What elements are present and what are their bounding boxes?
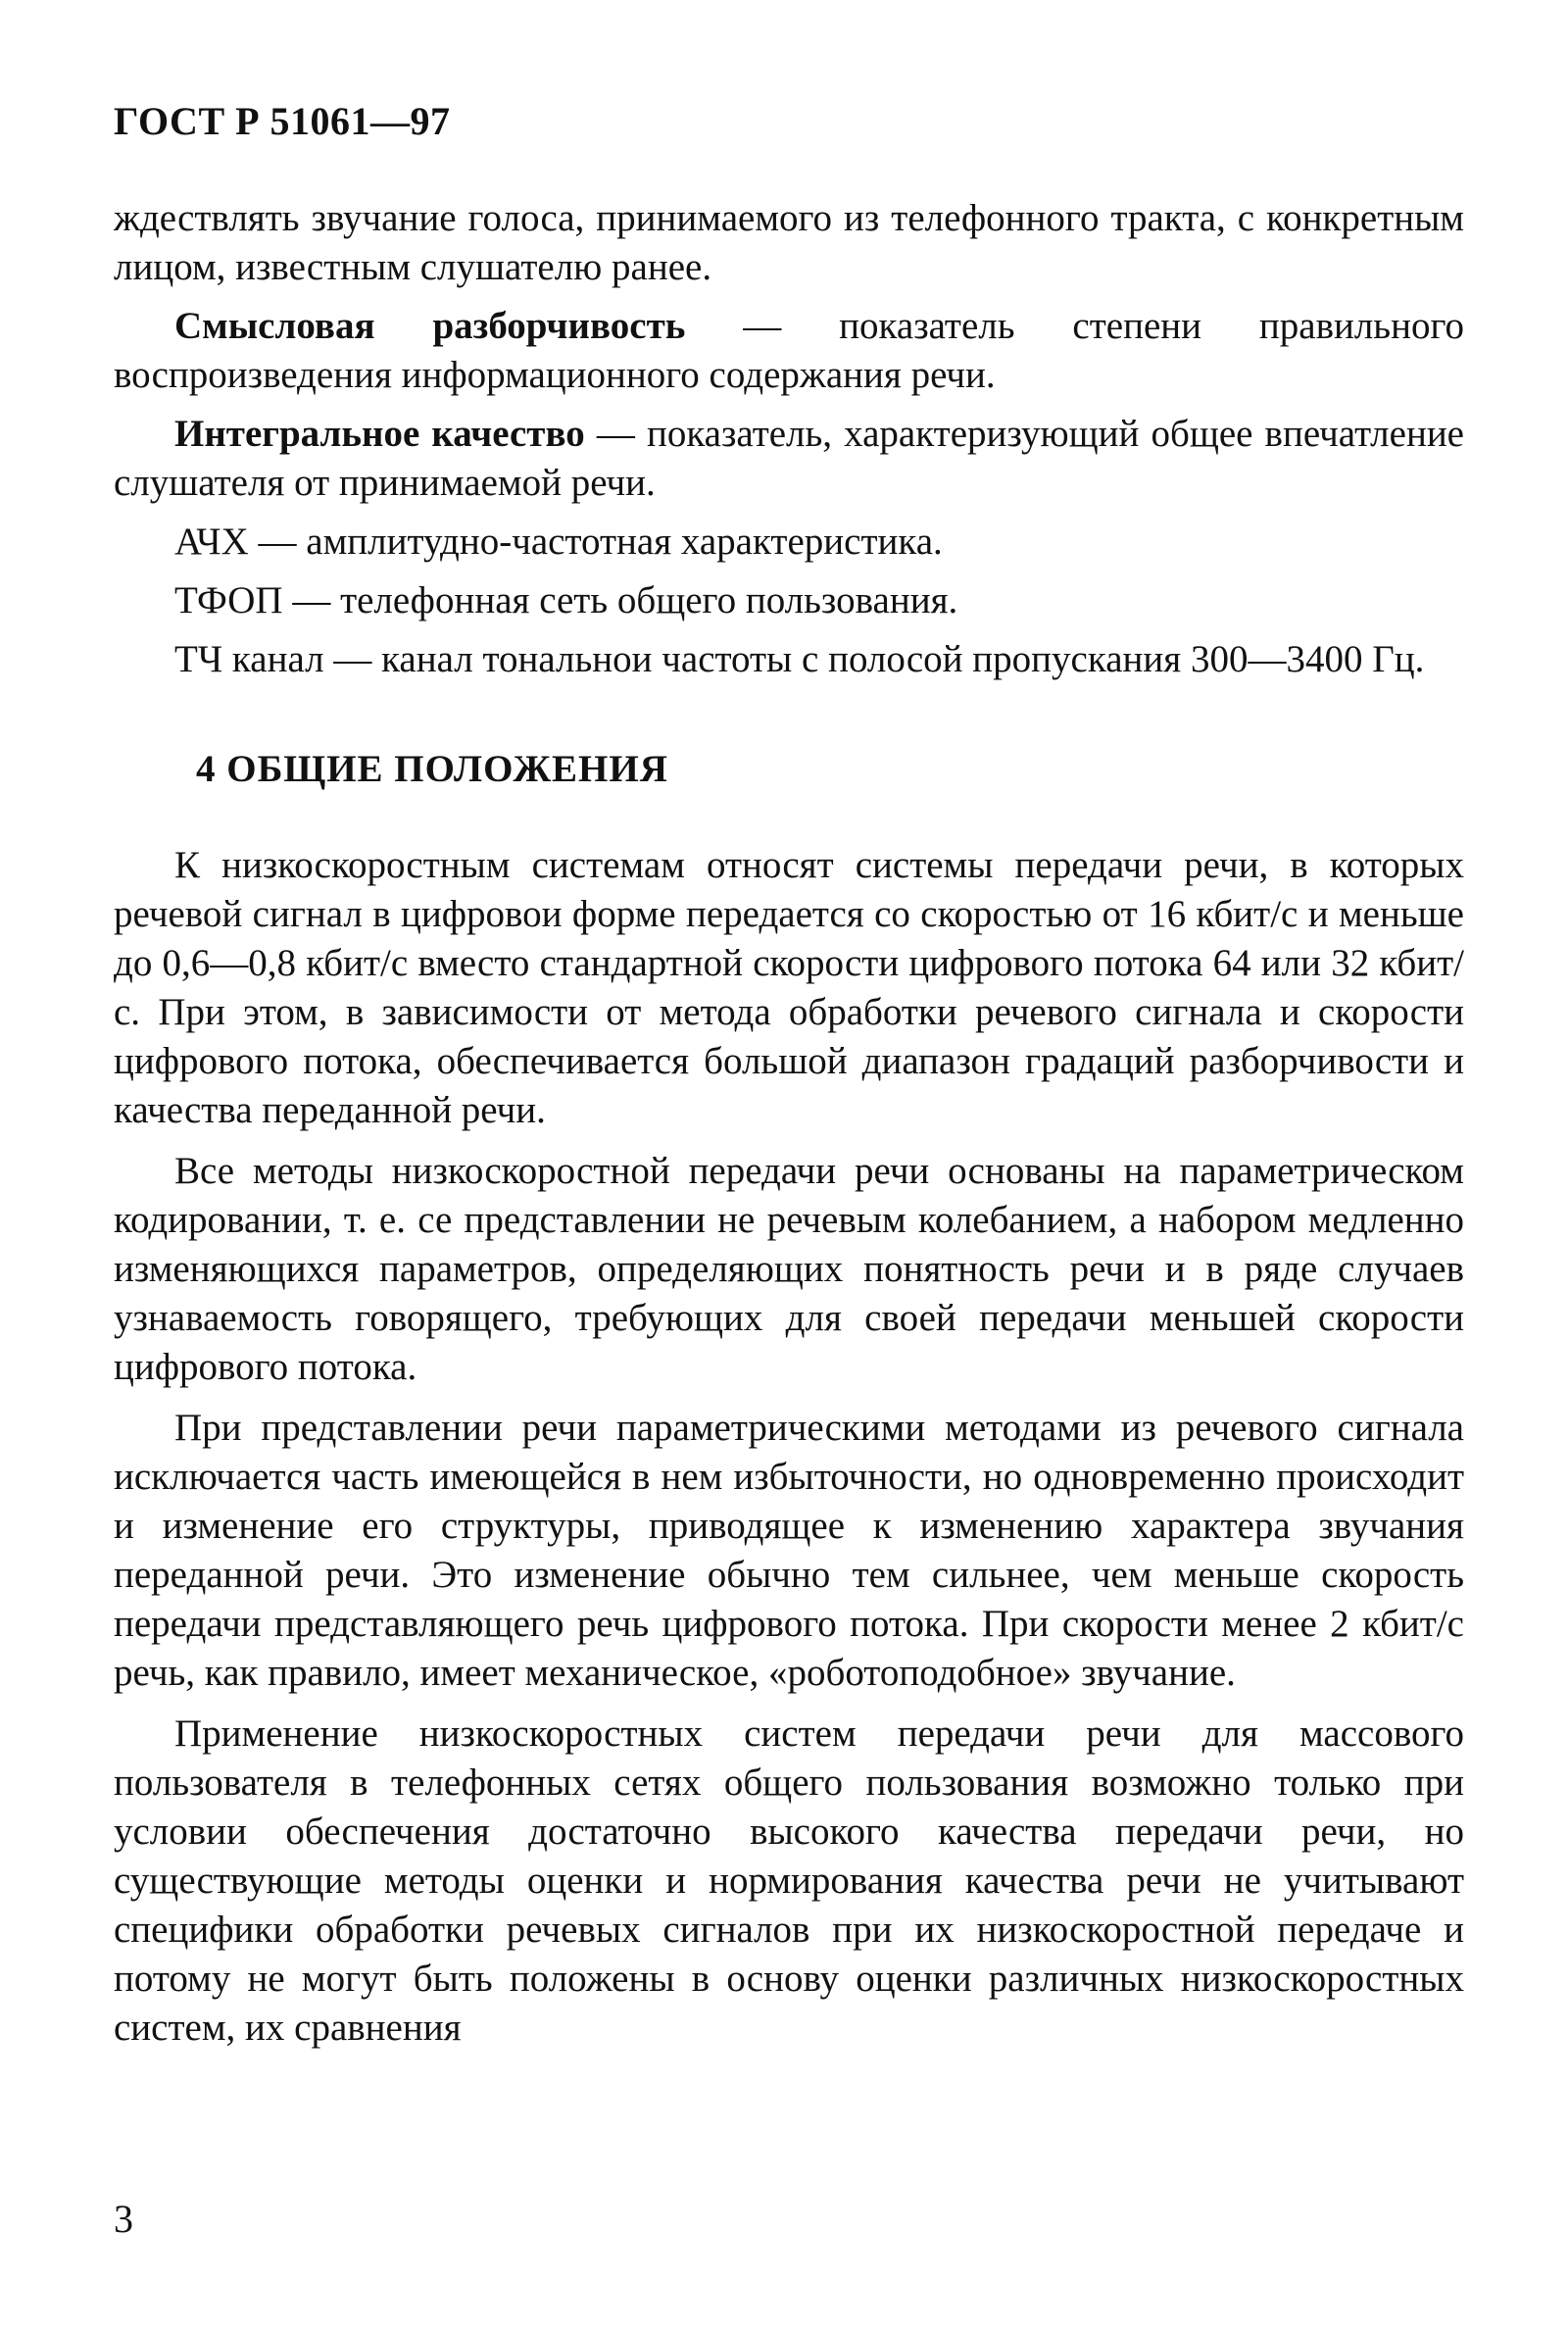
section-paragraph: Все методы низкоскоростной передачи речи основаны на параметрическом кодировании, т. е. се представлении не речевым колебанием, а набором медленно изменяющихся параметров, определяющих понятность речи и в ряде случаев узнаваемость говорящего, требующих для своей передачи меньшей скорости цифрового потока. xyxy=(114,1150,1464,1388)
definition-afc xyxy=(114,518,1464,567)
definition-continuation xyxy=(114,194,1464,292)
section-body xyxy=(114,841,1464,2053)
definition-semantic-intelligibility xyxy=(114,302,1464,400)
definition-integral-quality xyxy=(114,410,1464,508)
section-paragraph: Применение низкоскоростных систем передачи речи для массового пользователя в телефонных сетях общего пользования возможно только при условии обеспечения достаточно высокого качества передачи речи, но существующие методы оценки и нормирования качества речи не учитывают специфики обработки речевых сигналов при их низкоскоростной передаче и потому не могут быть положены в основу оценки различных низкоскоростных систем, их сравнения xyxy=(114,1712,1464,2049)
definition-text: АЧХ — амплитудно-частотная характеристика. xyxy=(174,521,943,563)
section-paragraph: При представлении речи параметрическими методами из речевого сигнала исключается часть имеющейся в нем избыточности, но одновременно происходит и изменение его структуры, приводящее к изменению характера звучания переданной речи. Это изменение обычно тем сильнее, чем меньше скорость передачи представляющего речь цифрового потока. При скорости менее 2 кбит/с речь, как правило, имеет механическое, «роботоподобное» звучание. xyxy=(114,1407,1464,1694)
definition-vf-channel xyxy=(114,635,1464,684)
definition-text: ждествлять звучание голоса, принимаемого из телефонного тракта, с конкретным лицом, известным слушателю ранее. xyxy=(114,197,1464,288)
definition-text: — показатель степени правильного воспроизведения информационного содержания речи. xyxy=(114,305,1464,396)
page-number: 3 xyxy=(114,2197,133,2241)
section-paragraph: К низкоскоростным системам относят системы передачи речи, в которых речевой сигнал в цифровои форме передается со скоростью от 16 кбит/с и меньше до 0,6—0,8 кбит/с вместо стандартной скорости цифрового потока 64 или 32 кбит/с. При этом, в зависимости от метода обработки речевого сигнала и скорости цифрового потока, обеспечивается большой диапазон градаций разборчивости и качества переданной речи. xyxy=(114,844,1464,1131)
definition-text: ТЧ канал — канал тональнои частоты с полосой пропускания 300—3400 Гц. xyxy=(174,638,1425,680)
definition-text: — показатель, характеризующий общее впечатление слушателя от принимаемой речи. xyxy=(114,413,1464,504)
definitions-block xyxy=(114,194,1464,684)
definition-text: ТФОП — телефонная сеть общего пользования. xyxy=(174,579,958,621)
definition-term: Интегральное качество xyxy=(174,413,585,455)
document-header: ГОСТ Р 51061—97 xyxy=(114,99,451,143)
section-title: 4 ОБЩИЕ ПОЛОЖЕНИЯ xyxy=(196,748,668,790)
definition-term: Смысловая разборчивость xyxy=(174,305,686,347)
definition-pstn xyxy=(114,576,1464,625)
